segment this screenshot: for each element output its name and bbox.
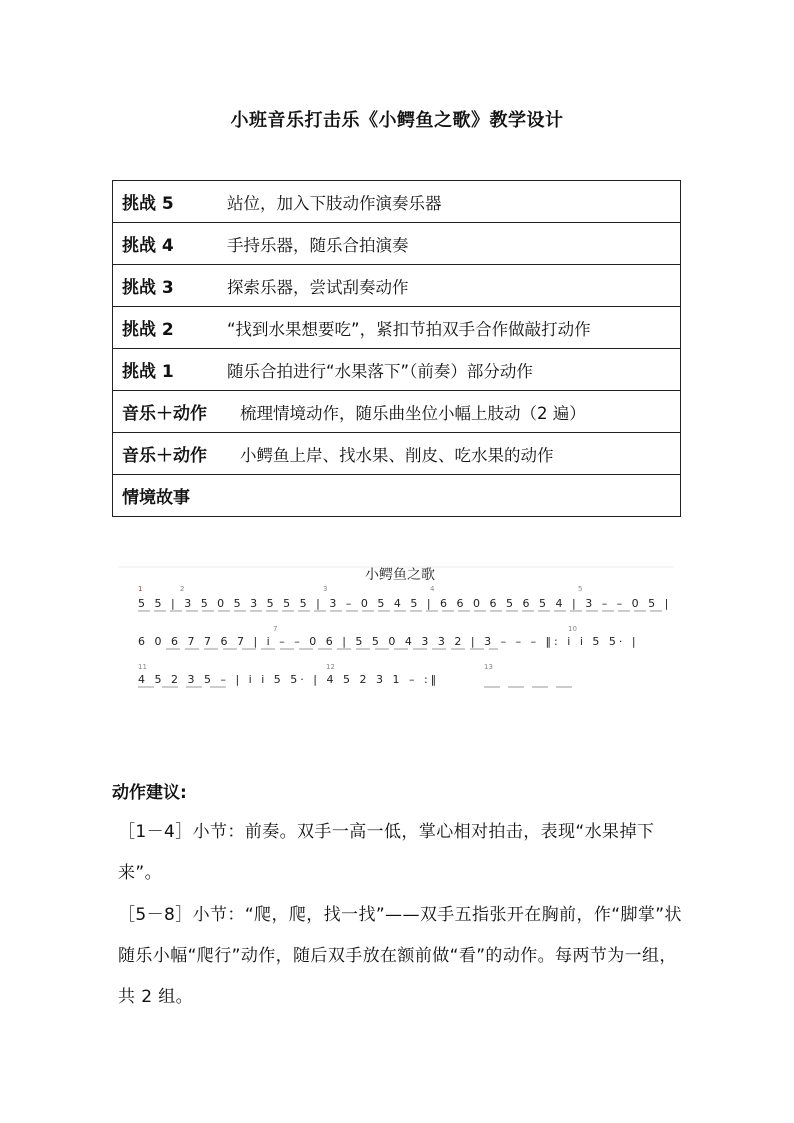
suggestion-paragraph-2: ［5－8］小节：“爬，爬，找一找”——双手五指张开在胸前，作“脚掌”状随乐小幅“爬行”动作，随后双手放在额前做“看”的动作。每两节为一组，共 2 组。 <box>118 905 682 1007</box>
measure-number: 1 <box>138 585 143 593</box>
score-title: 小鳄鱼之歌 <box>365 567 435 583</box>
table-row <box>113 475 681 517</box>
row-label: 情境故事 <box>122 488 190 508</box>
row-label: 音乐＋动作 <box>122 446 207 466</box>
section-heading: 动作建议: <box>112 783 187 803</box>
score-notes: 4 5 2 3 5 – | i i 5 5· | 4 5 2 3 1 – :‖ <box>138 673 440 686</box>
row-label: 挑战 5 <box>122 194 174 214</box>
row-text: 随乐合拍进行“水果落下”（前奏）部分动作 <box>227 362 533 381</box>
score-line-2 <box>138 625 639 649</box>
suggestion-paragraph-1: ［1－4］小节：前奏。双手一高一低，掌心相对拍击，表现“水果掉下来”。 <box>118 822 655 883</box>
table-row <box>113 433 681 475</box>
numbered-music-score <box>118 555 678 725</box>
table-row <box>113 349 681 391</box>
measure-number: 2 <box>180 585 185 593</box>
score-line-3 <box>138 663 578 687</box>
table-row <box>113 307 681 349</box>
row-text: 站位，加入下肢动作演奏乐器 <box>227 194 442 213</box>
row-label: 挑战 4 <box>122 236 174 256</box>
measure-number: 4 <box>430 585 435 593</box>
row-label: 挑战 3 <box>122 278 174 298</box>
document-title: 小班音乐打击乐《小鳄鱼之歌》教学设计 <box>230 110 564 131</box>
teaching-steps-table <box>112 180 681 517</box>
measure-number: 13 <box>484 663 493 671</box>
table-row <box>113 391 681 433</box>
row-text: 小鳄鱼上岸、找水果、削皮、吃水果的动作 <box>240 446 554 465</box>
row-text: 梳理情境动作，随乐曲坐位小幅上肢动（2 遍） <box>240 404 586 423</box>
row-label: 音乐＋动作 <box>122 404 207 424</box>
measure-number: 7 <box>273 625 278 633</box>
row-text: 探索乐器，尝试刮奏动作 <box>227 278 409 297</box>
score-notes: 6 0 6 7 7 6 7 | i – – 0 6 | 5 5 0 4 3 3 2 | 3 – – – ‖: i i 5 5· | <box>138 635 639 648</box>
table-row <box>113 265 681 307</box>
row-text: 手持乐器，随乐合拍演奏 <box>227 236 409 255</box>
score-line-1 <box>138 585 671 611</box>
row-text: “找到水果想要吃”，紧扣节拍双手合作做敲打动作 <box>227 320 591 339</box>
measure-number: 10 <box>568 625 577 633</box>
row-label: 挑战 2 <box>122 320 174 340</box>
measure-number: 11 <box>138 663 147 671</box>
score-notes: 5 5 | 3 5 0 5 3 5 5 5 | 3 – 0 5 4 5 | 6 6 0 6 5 6 5 4 | 3 – – 0 5 | <box>138 597 672 610</box>
table-row <box>113 223 681 265</box>
row-label: 挑战 1 <box>122 362 174 382</box>
table-row <box>113 181 681 223</box>
measure-number: 5 <box>578 585 583 593</box>
measure-number: 12 <box>326 663 335 671</box>
measure-number: 3 <box>323 585 328 593</box>
